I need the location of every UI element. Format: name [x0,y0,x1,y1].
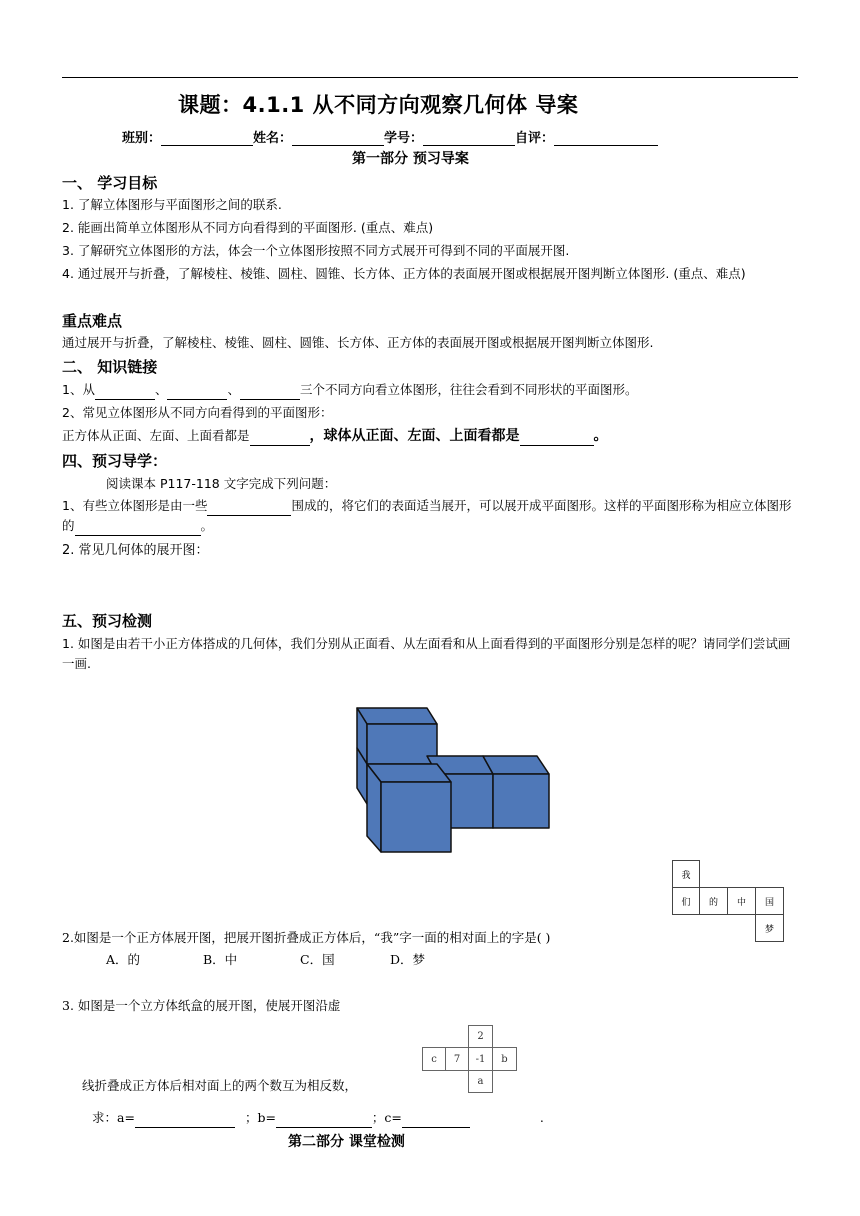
option-a: A．的 [106,952,141,967]
net2-cell: c [422,1047,446,1071]
cube-face [381,782,451,852]
cube-face [483,756,549,774]
check-q3-line1: 3. 如图是一个立方体纸盒的展开图，使展开图沿虚 [62,998,341,1013]
check-q3-line2: 线折叠成正方体后相对面上的两个数互为相反数， [82,1078,358,1093]
check-q2-options [106,950,425,970]
key-heading: 重点难点 [62,312,123,330]
cube-solid-figure [355,700,555,860]
blank-dir2[interactable] [167,385,227,400]
net1-top: 我 [672,860,700,888]
sec1-heading: 一、 学习目标 [62,174,158,192]
check-q3-answers: 求：a= ；b= ；c= . [92,1108,544,1128]
goal-3: 3. 了解研究立体图形的方法，体会一个立体图形按照不同方式展开可得到不同的平面展开图. [62,243,570,258]
class-label: 班别： [122,131,162,146]
goal-1: 1. 了解立体图形与平面图形之间的联系. [62,197,282,212]
name-label: 姓名： [253,131,293,146]
net1-cell: 们 [672,887,700,915]
net1-cell: 中 [727,887,756,915]
net2-cell: -1 [468,1047,493,1071]
student-info-line [122,127,658,146]
guide-q2: 2. 常见几何体的展开图： [62,543,209,558]
part2-title: 第二部分 课堂检测 [288,1134,405,1150]
key-text: 通过展开与折叠，了解棱柱、棱锥、圆柱、圆锥、长方体、正方体的表面展开图或根据展开图判断立体图形. [62,335,654,350]
sec4-heading: 四、预习导学： [62,452,168,470]
id-label: 学号： [384,131,424,146]
sec2-heading: 二、 知识链接 [62,358,158,376]
name-blank[interactable] [292,131,384,146]
link-q1: 1、从 、 、 三个不同方向看立体图形，往往会看到不同形状的平面图形。 [62,380,638,400]
goal-4: 4. 通过展开与折叠，了解棱柱、棱锥、圆柱、圆锥、长方体、正方体的表面展开图或根据展开图判断立体图形. (重点、难点) [62,266,746,281]
eval-blank[interactable] [554,131,658,146]
option-d: D．梦 [390,952,426,967]
link-q2: 2、常见立体图形从不同方向看得到的平面图形： [62,405,333,420]
net2-cell: 7 [445,1047,469,1071]
cube-face [357,708,437,724]
goal-2: 2. 能画出简单立体图形从不同方向看得到的平面图形. (重点、难点) [62,220,434,235]
blank-surfaces[interactable] [207,501,291,516]
blank-net-term[interactable] [75,521,201,536]
blank-cube-view[interactable] [250,431,310,446]
top-rule [62,77,798,78]
answer-b-blank[interactable] [276,1113,372,1128]
cube-face [367,724,437,764]
eval-label: 自评： [515,131,555,146]
cube-face [493,774,549,828]
net1-cell: 的 [699,887,728,915]
check-q2: 2.如图是一个正方体展开图，把展开图折叠成正方体后，“我”字一面的相对面上的字是( ) [62,930,551,945]
blank-sphere-view[interactable] [520,431,594,446]
link-q3: 正方体从正面、左面、上面看都是 ，球体从正面、左面、上面看都是 。 [62,428,608,444]
guide-q1: 1、有些立体图形是由一些 围成的，将它们的表面适当展开，可以展开成平面图形。这样的平面图形称为相应立体图形的 。 [62,496,800,536]
blank-dir1[interactable] [95,385,155,400]
answer-c-blank[interactable] [402,1113,470,1128]
read-intro: 阅读课本 P117-118 文字完成下列问题： [106,476,337,491]
option-c: C．国 [300,952,335,967]
net2-cell: b [492,1047,517,1071]
check-q1: 1. 如图是由若干小正方体搭成的几何体，我们分别从正面看、从左面看和从上面看得到的平面图形分别是怎样的呢？请同学们尝试画一画. [62,636,791,671]
net2-top: 2 [468,1025,493,1048]
net2-bottom: a [468,1070,493,1093]
class-blank[interactable] [161,131,253,146]
sec5-heading: 五、预习检测 [62,612,153,630]
net1-cell: 国 [755,887,784,915]
answer-a-blank[interactable] [135,1113,235,1128]
option-b: B．中 [203,952,238,967]
id-blank[interactable] [423,131,515,146]
page-title: 课题：4.1.1 从不同方向观察几何体 导案 [178,93,579,117]
part1-title: 第一部分 预习导案 [352,151,469,167]
blank-dir3[interactable] [240,385,300,400]
net1-bottom: 梦 [755,914,784,942]
